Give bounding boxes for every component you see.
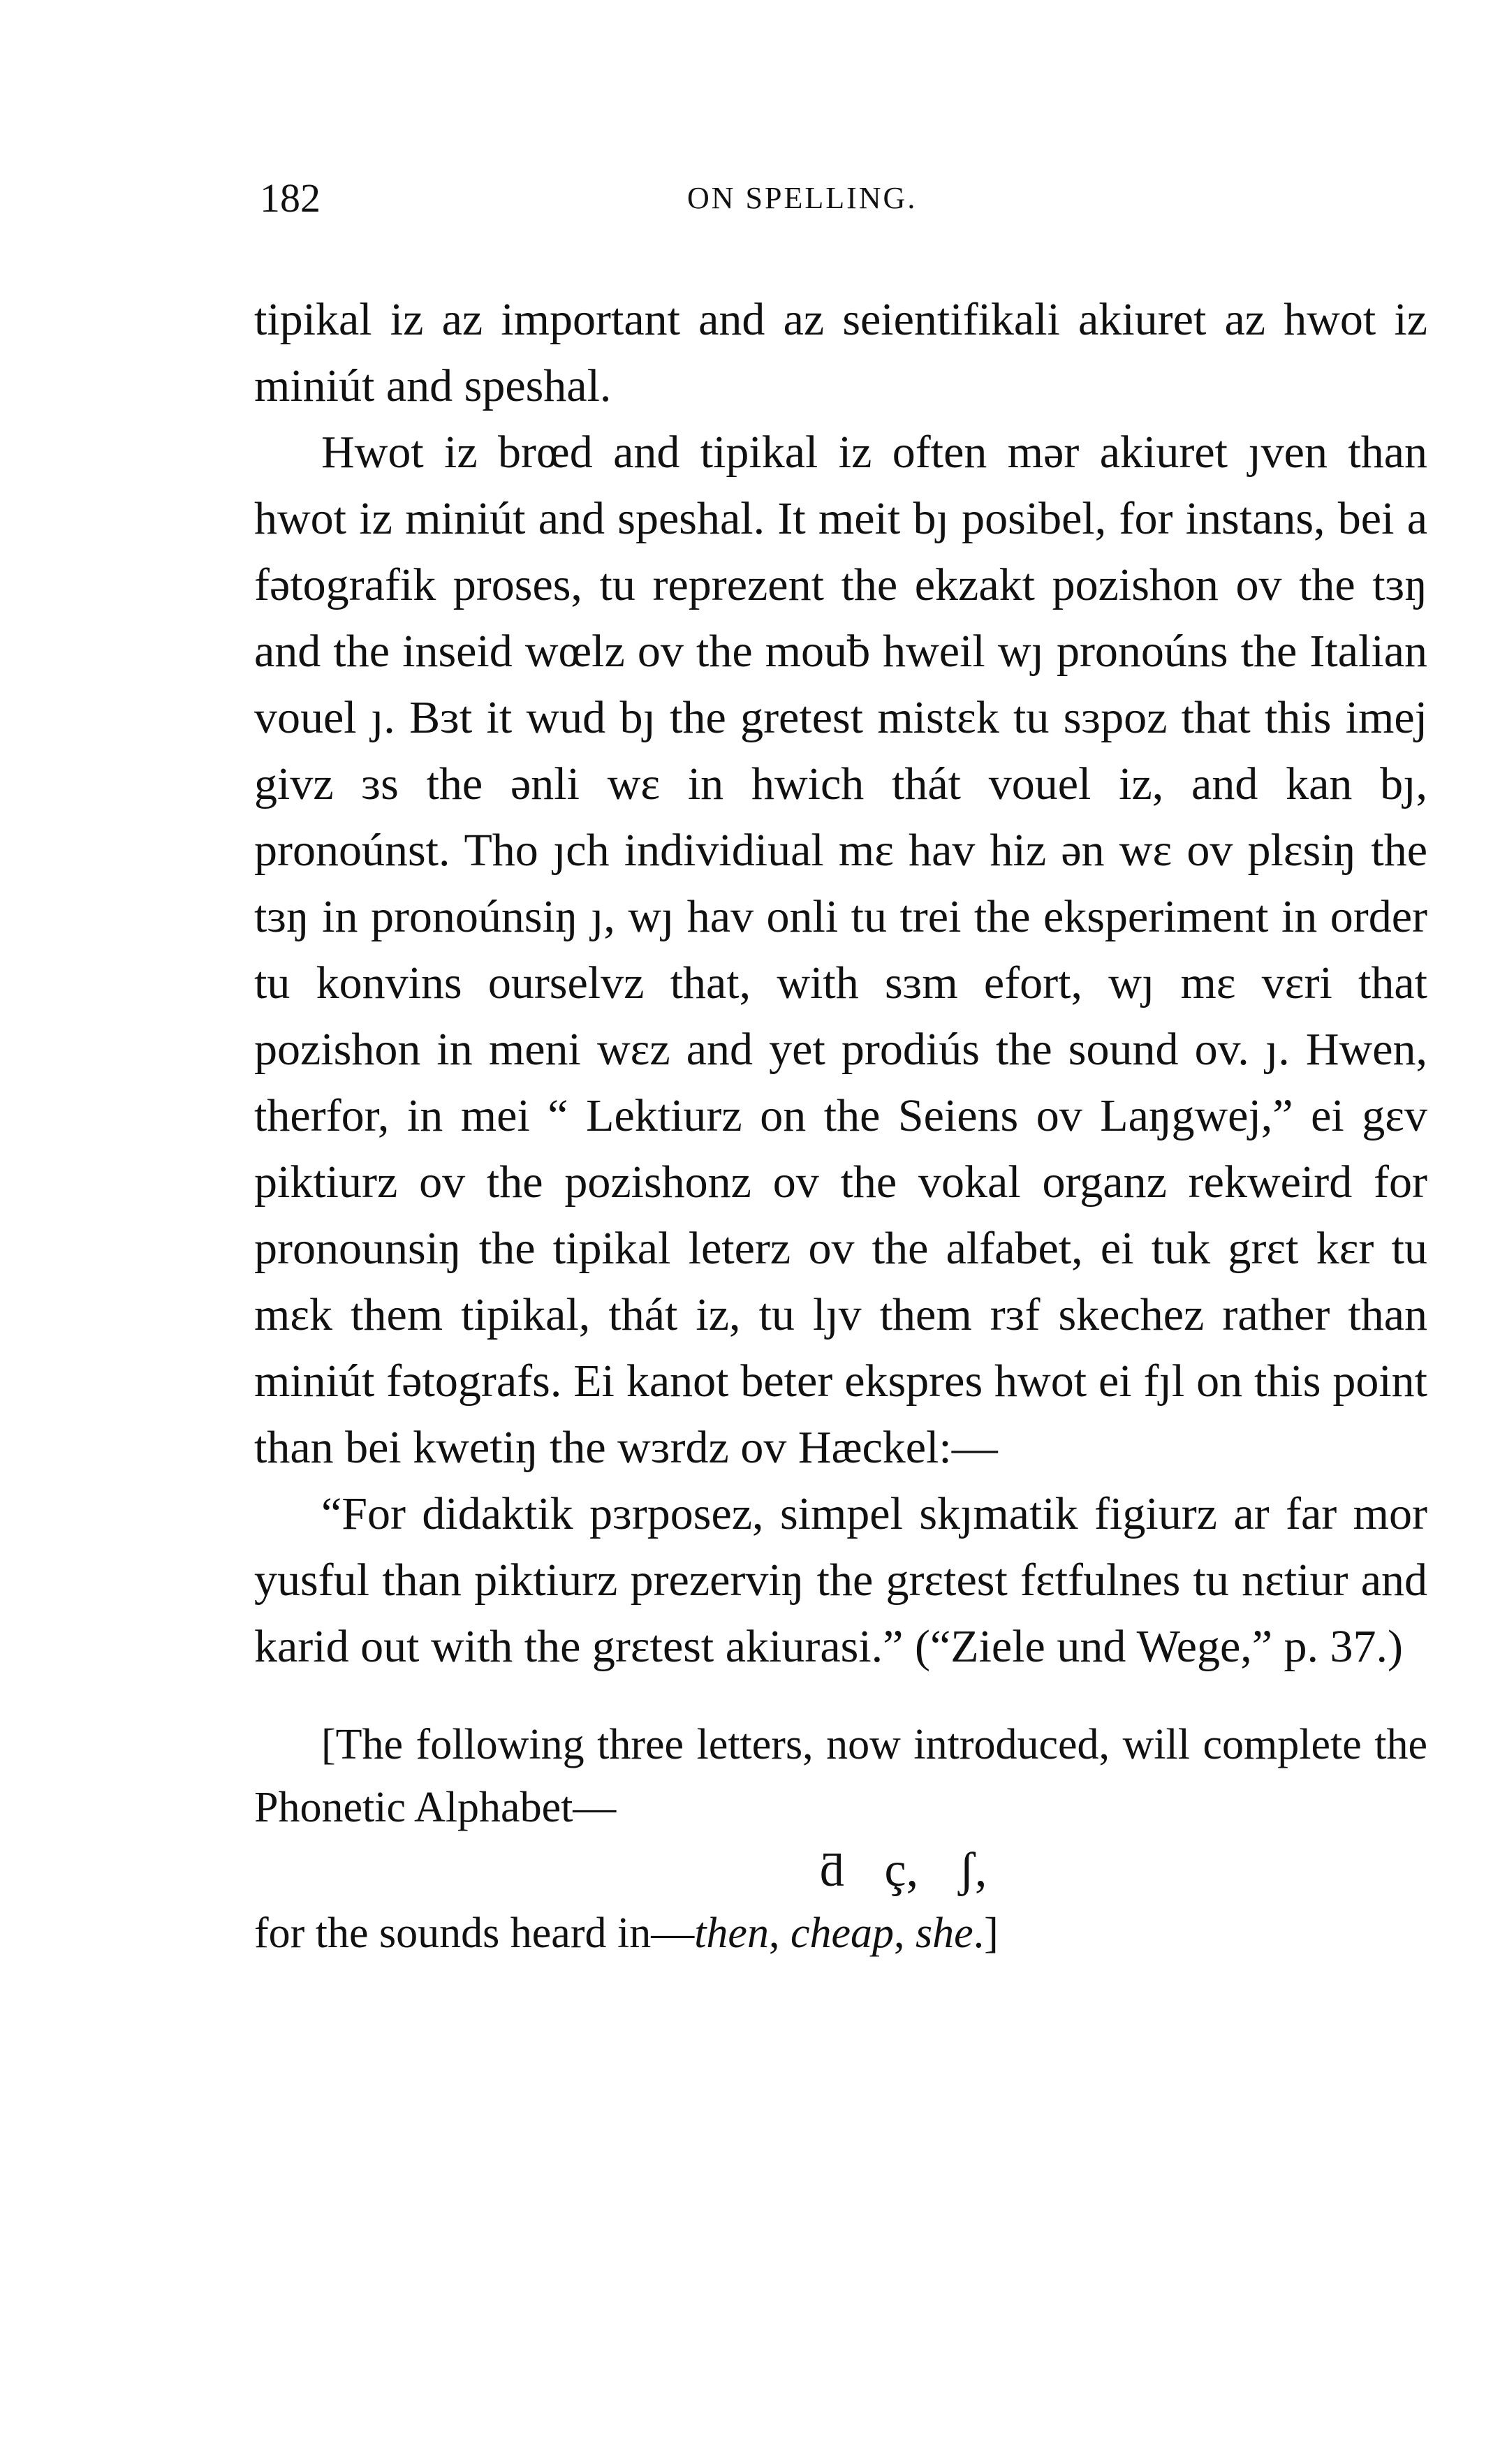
editor-note-intro: [The following three letters, now introduced, will complete the Phonetic Alphabet—	[254, 1721, 1427, 1831]
paragraph-continuation: tipikal iz az important and az seientifikali akiuret az hwot iz miniút and speshal.	[254, 294, 1427, 411]
note-closing: .]	[973, 1909, 999, 1957]
running-head: ON SPELLING.	[687, 181, 918, 215]
example-word-cheap: cheap	[790, 1909, 894, 1957]
editor-note	[254, 1713, 1427, 1965]
page	[254, 175, 1427, 1965]
page-header	[254, 175, 1427, 244]
paragraph-main: Hwot iz brœd and tipikal iz often mər akiuret ȷven than hwot iz miniút and speshal. It meit bȷ posibel, for instans, bei a fətografik proses, tu reprezent the ekzakt pozishon ov the tɜŋ and the inseid wœlz ov the mouƀ hweil wȷ pronoúns the Italian vouel ȷ. Bɜt it wud bȷ the gretest mistɛk tu sɜpoz that this imej givz ɜs the ənli wɛ in hwich thát vouel iz, and kan bȷ, pronoúnst. Tho ȷch individiual mɛ hav hiz ən wɛ ov plɛsiŋ the tɜŋ in pronoúnsiŋ ȷ, wȷ hav onli tu trei the eksperiment in order tu konvins ourselvz that, with sɜm efort, wȷ mɛ vɛri that pozishon in meni wɛz and yet prodiús the sound ov. ȷ. Hwen, therfor, in mei “ Lektiurz on the Seiens ov Laŋgwej,” ei gɛv piktiurz ov the pozishonz ov the vokal organz rekweird for pronounsiŋ the tipikal leterz ov the alfabet, ei tuk grɛt kɛr tu mɛk them tipikal, thát iz, tu lȷv them rɜf skechez rather than miniút fətografs. Ei kanot beter ekspres hwot ei fȷl on this point than bei kwetiŋ the wɜrdz ov Hæckel:—	[254, 427, 1427, 1473]
page-number: 182	[260, 175, 321, 221]
sounds-prefix: for the sounds heard in—	[254, 1909, 695, 1957]
editor-note-sounds: for the sounds heard in—then, cheap, she.]	[254, 1909, 999, 1957]
phonetic-letters: ƌ ç, ʃ,	[820, 1843, 987, 1897]
example-word-then: then	[694, 1909, 769, 1957]
example-word-she: she	[916, 1909, 973, 1957]
paragraph-quote: “For didaktik pɜrposez, simpel skȷmatik figiurz ar far mor yusful than piktiurz prezerviŋ the grɛtest fɛtfulnes tu nɛtiur and karid out with the grɛtest akiurasi.” (“Ziele und Wege,” p. 37.)	[254, 1488, 1427, 1672]
body-text	[254, 286, 1427, 1680]
